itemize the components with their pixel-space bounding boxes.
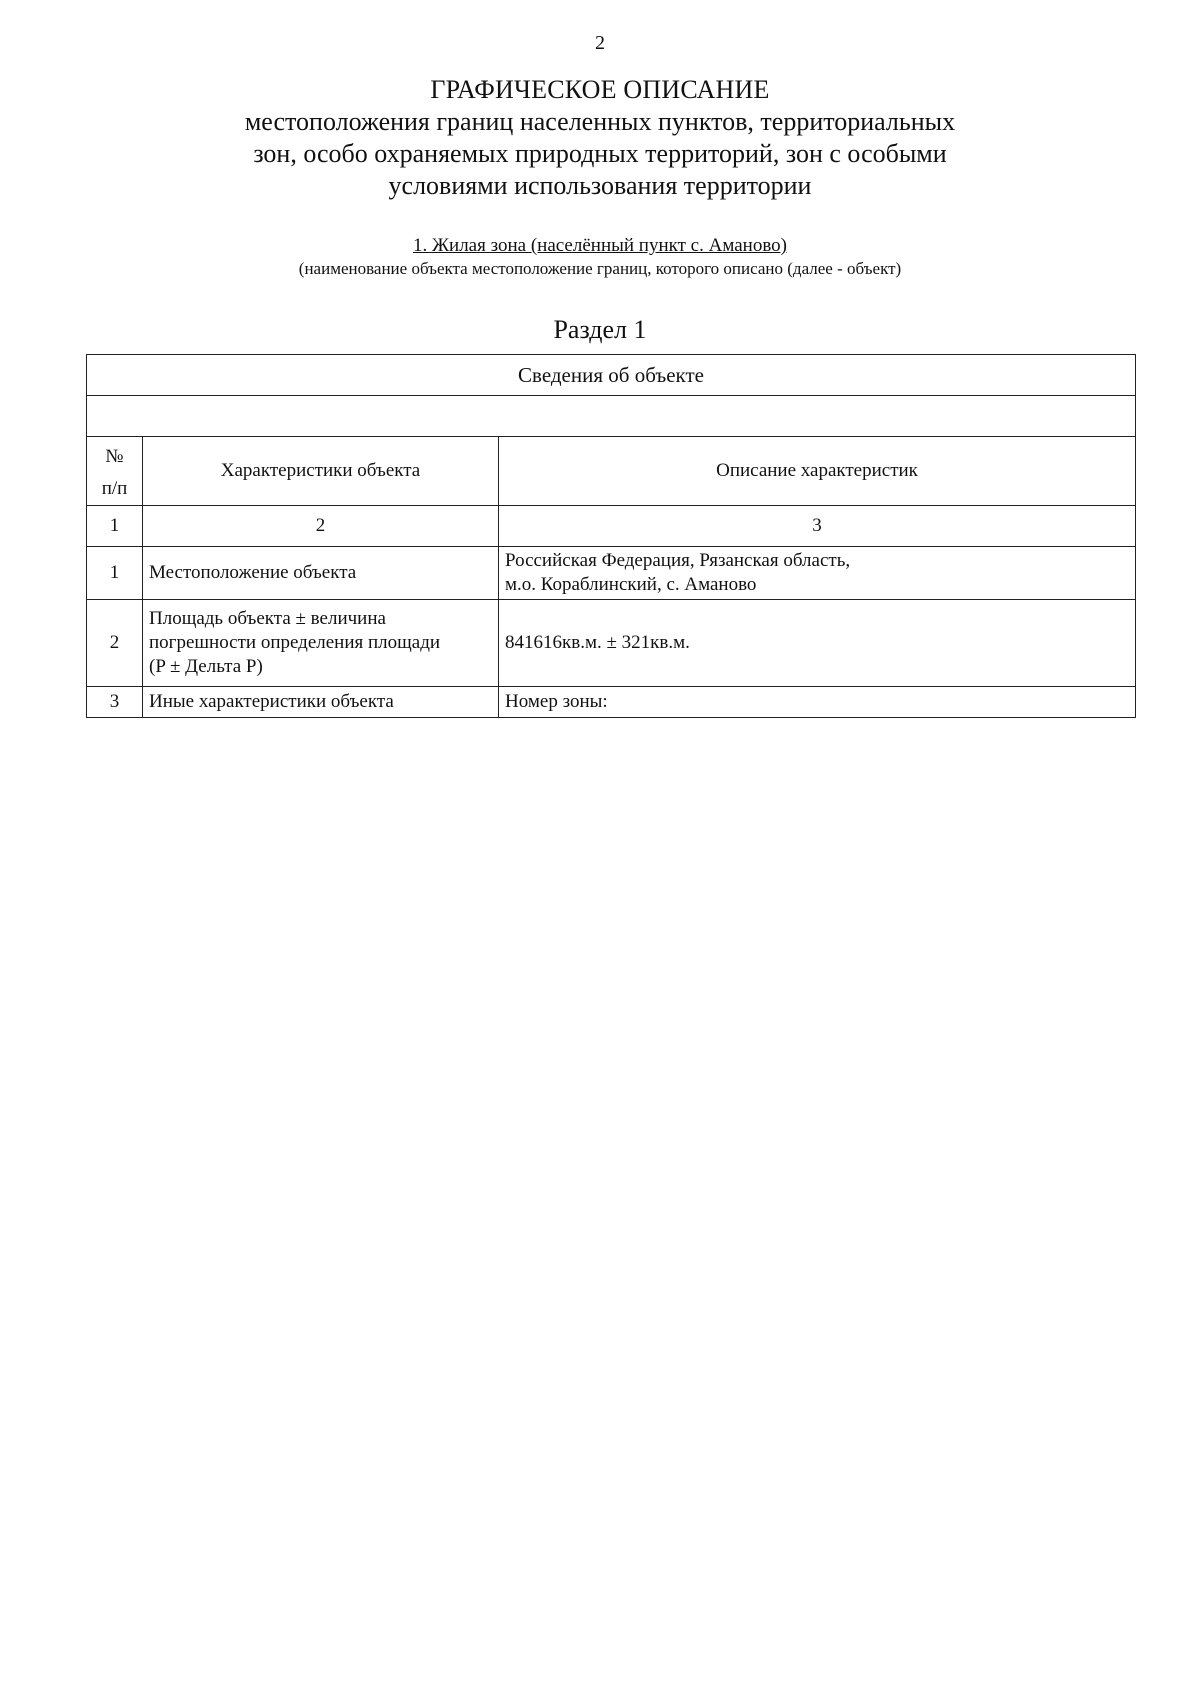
row-num: 3 bbox=[87, 687, 143, 718]
description-line: Российская Федерация, Рязанская область, bbox=[505, 550, 851, 571]
table-row bbox=[87, 600, 1136, 687]
title-line: местоположения границ населенных пунктов, территориальных bbox=[244, 107, 956, 136]
object-name: 1. Жилая зона (населённый пункт с. Аманово) bbox=[413, 235, 787, 256]
header-num-line2: п/п bbox=[101, 478, 128, 499]
row-characteristic bbox=[143, 687, 499, 718]
column-number: 1 bbox=[87, 506, 143, 547]
title-line: условиями использования территории bbox=[388, 171, 812, 200]
header-num-line1: № bbox=[105, 446, 124, 467]
row-num: 1 bbox=[87, 547, 143, 600]
empty-cell bbox=[87, 396, 1136, 437]
characteristic-line: Иные характеристики объекта bbox=[149, 691, 394, 712]
table-caption: Сведения об объекте bbox=[87, 355, 1136, 396]
column-number-row bbox=[87, 506, 1136, 547]
table-header-row bbox=[87, 437, 1136, 506]
header-description: Описание характеристик bbox=[499, 437, 1136, 506]
row-characteristic bbox=[143, 547, 499, 600]
row-characteristic bbox=[143, 600, 499, 687]
object-info-table bbox=[86, 354, 1136, 718]
characteristic-line: (P ± Дельта P) bbox=[149, 656, 263, 677]
description-line: 841616кв.м. ± 321кв.м. bbox=[505, 632, 690, 653]
document-title bbox=[0, 74, 1200, 202]
title-main: ГРАФИЧЕСКОЕ ОПИСАНИЕ bbox=[430, 75, 770, 104]
characteristic-line: погрешности определения площади bbox=[149, 632, 441, 653]
row-description bbox=[499, 687, 1136, 718]
description-line: Номер зоны: bbox=[505, 691, 608, 712]
table-row bbox=[87, 547, 1136, 600]
header-characteristics: Характеристики объекта bbox=[143, 437, 499, 506]
object-block bbox=[0, 234, 1200, 280]
row-num: 2 bbox=[87, 600, 143, 687]
column-number: 3 bbox=[499, 506, 1136, 547]
column-number: 2 bbox=[143, 506, 499, 547]
section-title: Раздел 1 bbox=[553, 315, 647, 344]
page-number: 2 bbox=[595, 32, 605, 54]
row-description bbox=[499, 547, 1136, 600]
table-empty-row bbox=[87, 396, 1136, 437]
description-line: м.о. Кораблинский, с. Аманово bbox=[505, 574, 757, 595]
characteristic-line: Местоположение объекта bbox=[149, 562, 357, 583]
characteristic-line: Площадь объекта ± величина bbox=[149, 608, 386, 629]
table-row bbox=[87, 687, 1136, 718]
header-num bbox=[87, 437, 143, 506]
table-caption-row bbox=[87, 355, 1136, 396]
title-line: зон, особо охраняемых природных территорий, зон с особыми bbox=[253, 139, 947, 168]
row-description bbox=[499, 600, 1136, 687]
object-hint: (наименование объекта местоположение границ, которого описано (далее - объект) bbox=[298, 259, 902, 278]
